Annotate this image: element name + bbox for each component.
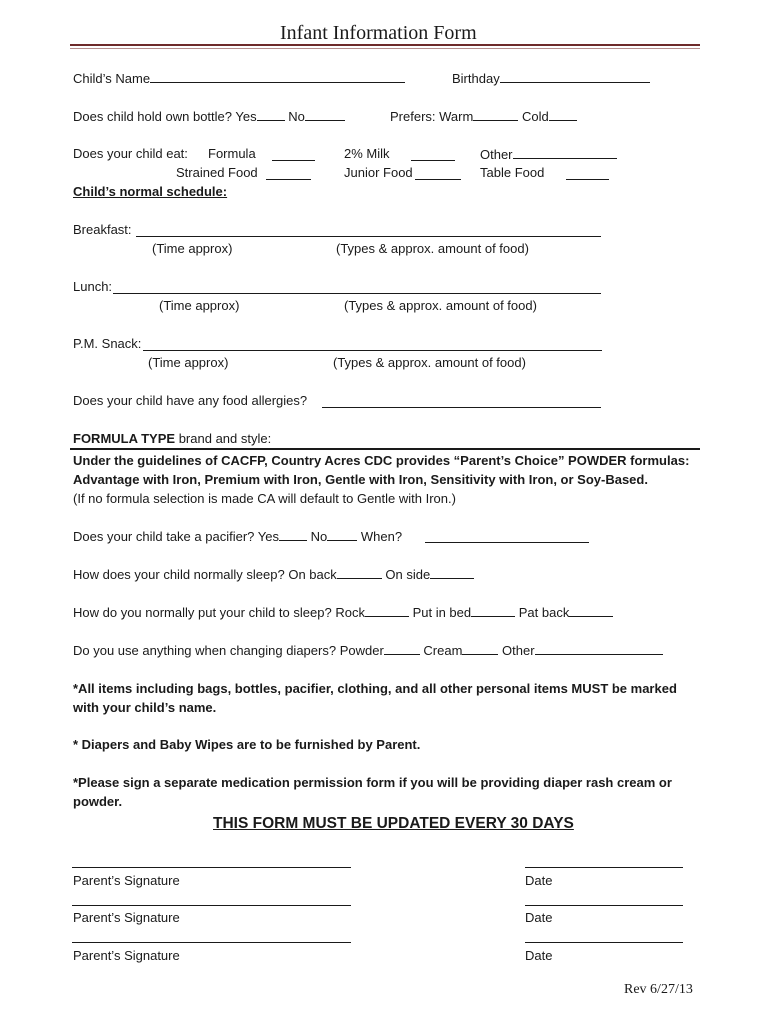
rock-label: Rock <box>335 605 365 620</box>
signature-label: Parent’s Signature <box>73 948 180 963</box>
pm-snack-types-hint: (Types & approx. amount of food) <box>333 355 526 370</box>
other-food-field[interactable] <box>513 146 617 159</box>
formula-type-rest: brand and style: <box>178 431 272 446</box>
allergies-row <box>73 393 307 409</box>
bottle-yes-field[interactable] <box>257 108 285 121</box>
date-line[interactable] <box>525 867 683 868</box>
put-sleep-row <box>73 604 613 621</box>
schedule-heading: Child’s normal schedule: <box>73 184 228 199</box>
powder-label: Powder <box>339 643 384 658</box>
on-back-field[interactable] <box>337 566 382 579</box>
signature-line[interactable] <box>72 942 351 943</box>
allergies-field[interactable] <box>322 395 601 408</box>
cacfp-line-2: Advantage with Iron, Premium with Iron, Gentle with Iron, Sensitivity with Iron, or Soy-Based. <box>73 472 648 487</box>
pm-snack-time-hint: (Time approx) <box>148 355 229 370</box>
bottle-question: Does child hold own bottle? <box>73 109 232 124</box>
warm-field[interactable] <box>473 108 518 121</box>
bottle-no-field[interactable] <box>305 108 345 121</box>
pacifier-yes-label: Yes <box>257 529 279 544</box>
birthday-row <box>452 70 650 87</box>
breakfast-types-hint: (Types & approx. amount of food) <box>336 241 529 256</box>
on-back-label: On back <box>288 567 337 582</box>
note-diapers: * Diapers and Baby Wipes are to be furnished by Parent. <box>73 737 421 752</box>
pat-back-label: Pat back <box>518 605 570 620</box>
bottle-yes-label: Yes <box>235 109 257 124</box>
other-food-label: Other <box>480 147 513 162</box>
pm-snack-label: P.M. Snack: <box>73 336 142 351</box>
pm-snack-field[interactable] <box>143 338 602 351</box>
junior-food-label: Junior Food <box>344 165 413 180</box>
rock-field[interactable] <box>365 604 409 617</box>
date-label: Date <box>525 948 553 963</box>
lunch-time-hint: (Time approx) <box>159 298 240 313</box>
pacifier-yes-field[interactable] <box>279 528 307 541</box>
child-name-label: Child’s Name <box>73 71 151 86</box>
formula-type-label: FORMULA TYPE <box>73 431 176 446</box>
signature-line[interactable] <box>72 867 351 868</box>
pacifier-no-field[interactable] <box>327 528 357 541</box>
strained-food-field[interactable] <box>266 167 311 180</box>
table-food-field[interactable] <box>566 167 609 180</box>
breakfast-time-hint: (Time approx) <box>152 241 233 256</box>
signature-line[interactable] <box>72 905 351 906</box>
date-line[interactable] <box>525 942 683 943</box>
birthday-field[interactable] <box>500 70 650 83</box>
note-medication-line-2: powder. <box>73 794 123 809</box>
note-medication-line-1: *Please sign a separate medication permission form if you will be providing diaper rash cream or <box>73 775 672 790</box>
diapers-question: Do you use anything when changing diapers? <box>73 643 337 658</box>
prefers-row <box>390 108 577 125</box>
strained-food-label: Strained Food <box>176 165 258 180</box>
pacifier-question: Does your child take a pacifier? <box>73 529 255 544</box>
pacifier-no-label: No <box>310 529 328 544</box>
warm-label: Warm <box>439 109 474 124</box>
signature-label: Parent’s Signature <box>73 910 180 925</box>
bottle-row <box>73 108 345 125</box>
lunch-label: Lunch: <box>73 279 113 294</box>
breakfast-field[interactable] <box>136 224 601 237</box>
milk-label: 2% Milk <box>344 146 390 161</box>
title-rule-light <box>70 48 700 49</box>
revision-date: Rev 6/27/13 <box>624 982 693 997</box>
put-in-bed-field[interactable] <box>471 604 515 617</box>
cacfp-line-3: (If no formula selection is made CA will default to Gentle with Iron.) <box>73 491 456 506</box>
milk-option <box>344 146 390 162</box>
eat-question: Does your child eat: <box>73 146 188 161</box>
diaper-other-field[interactable] <box>535 642 663 655</box>
other-food-option <box>480 146 617 163</box>
milk-field[interactable] <box>411 148 455 161</box>
diaper-other-label: Other <box>502 643 535 658</box>
formula-field[interactable] <box>272 148 315 161</box>
strained-food-option <box>176 165 258 181</box>
diapers-row <box>73 642 663 659</box>
powder-field[interactable] <box>384 642 420 655</box>
formula-type-row <box>73 431 271 447</box>
allergies-question: Does your child have any food allergies? <box>73 393 308 408</box>
lunch-field[interactable] <box>113 281 601 294</box>
breakfast-label: Breakfast: <box>73 222 132 237</box>
on-side-label: On side <box>385 567 431 582</box>
put-in-bed-label: Put in bed <box>412 605 472 620</box>
pat-back-field[interactable] <box>569 604 613 617</box>
pacifier-when-field[interactable] <box>425 530 589 543</box>
table-food-label: Table Food <box>480 165 545 180</box>
date-line[interactable] <box>525 905 683 906</box>
note-items-line-1: *All items including bags, bottles, pacifier, clothing, and all other personal items MUST be marked <box>73 681 677 696</box>
formula-option <box>208 146 256 162</box>
sleep-row <box>73 566 474 583</box>
signature-label: Parent’s Signature <box>73 873 180 888</box>
on-side-field[interactable] <box>430 566 474 579</box>
title-rule <box>70 44 700 46</box>
cold-label: Cold <box>521 109 549 124</box>
birthday-label: Birthday <box>452 71 500 86</box>
cold-field[interactable] <box>549 108 577 121</box>
lunch-types-hint: (Types & approx. amount of food) <box>344 298 537 313</box>
pacifier-row <box>73 528 402 545</box>
cream-label: Cream <box>423 643 463 658</box>
update-notice: THIS FORM MUST BE UPDATED EVERY 30 DAYS <box>213 815 574 832</box>
sleep-question: How does your child normally sleep? <box>73 567 285 582</box>
date-label: Date <box>525 873 553 888</box>
cacfp-line-1: Under the guidelines of CACFP, Country Acres CDC provides “Parent’s Choice” POWDER formulas: <box>73 453 690 468</box>
prefers-label: Prefers: <box>390 109 436 124</box>
put-sleep-question: How do you normally put your child to sleep? <box>73 605 332 620</box>
pacifier-when-label: When? <box>360 529 403 544</box>
child-name-row <box>73 70 405 87</box>
cream-field[interactable] <box>462 642 498 655</box>
junior-food-field[interactable] <box>415 167 461 180</box>
form-title: Infant Information Form <box>280 22 477 44</box>
note-items-line-2: with your child’s name. <box>73 700 217 715</box>
junior-food-option <box>344 165 413 181</box>
table-food-option <box>480 165 544 181</box>
child-name-field[interactable] <box>150 70 405 83</box>
bottle-no-label: No <box>288 109 305 124</box>
formula-type-field[interactable] <box>70 448 700 450</box>
date-label: Date <box>525 910 553 925</box>
formula-label: Formula <box>208 146 256 161</box>
